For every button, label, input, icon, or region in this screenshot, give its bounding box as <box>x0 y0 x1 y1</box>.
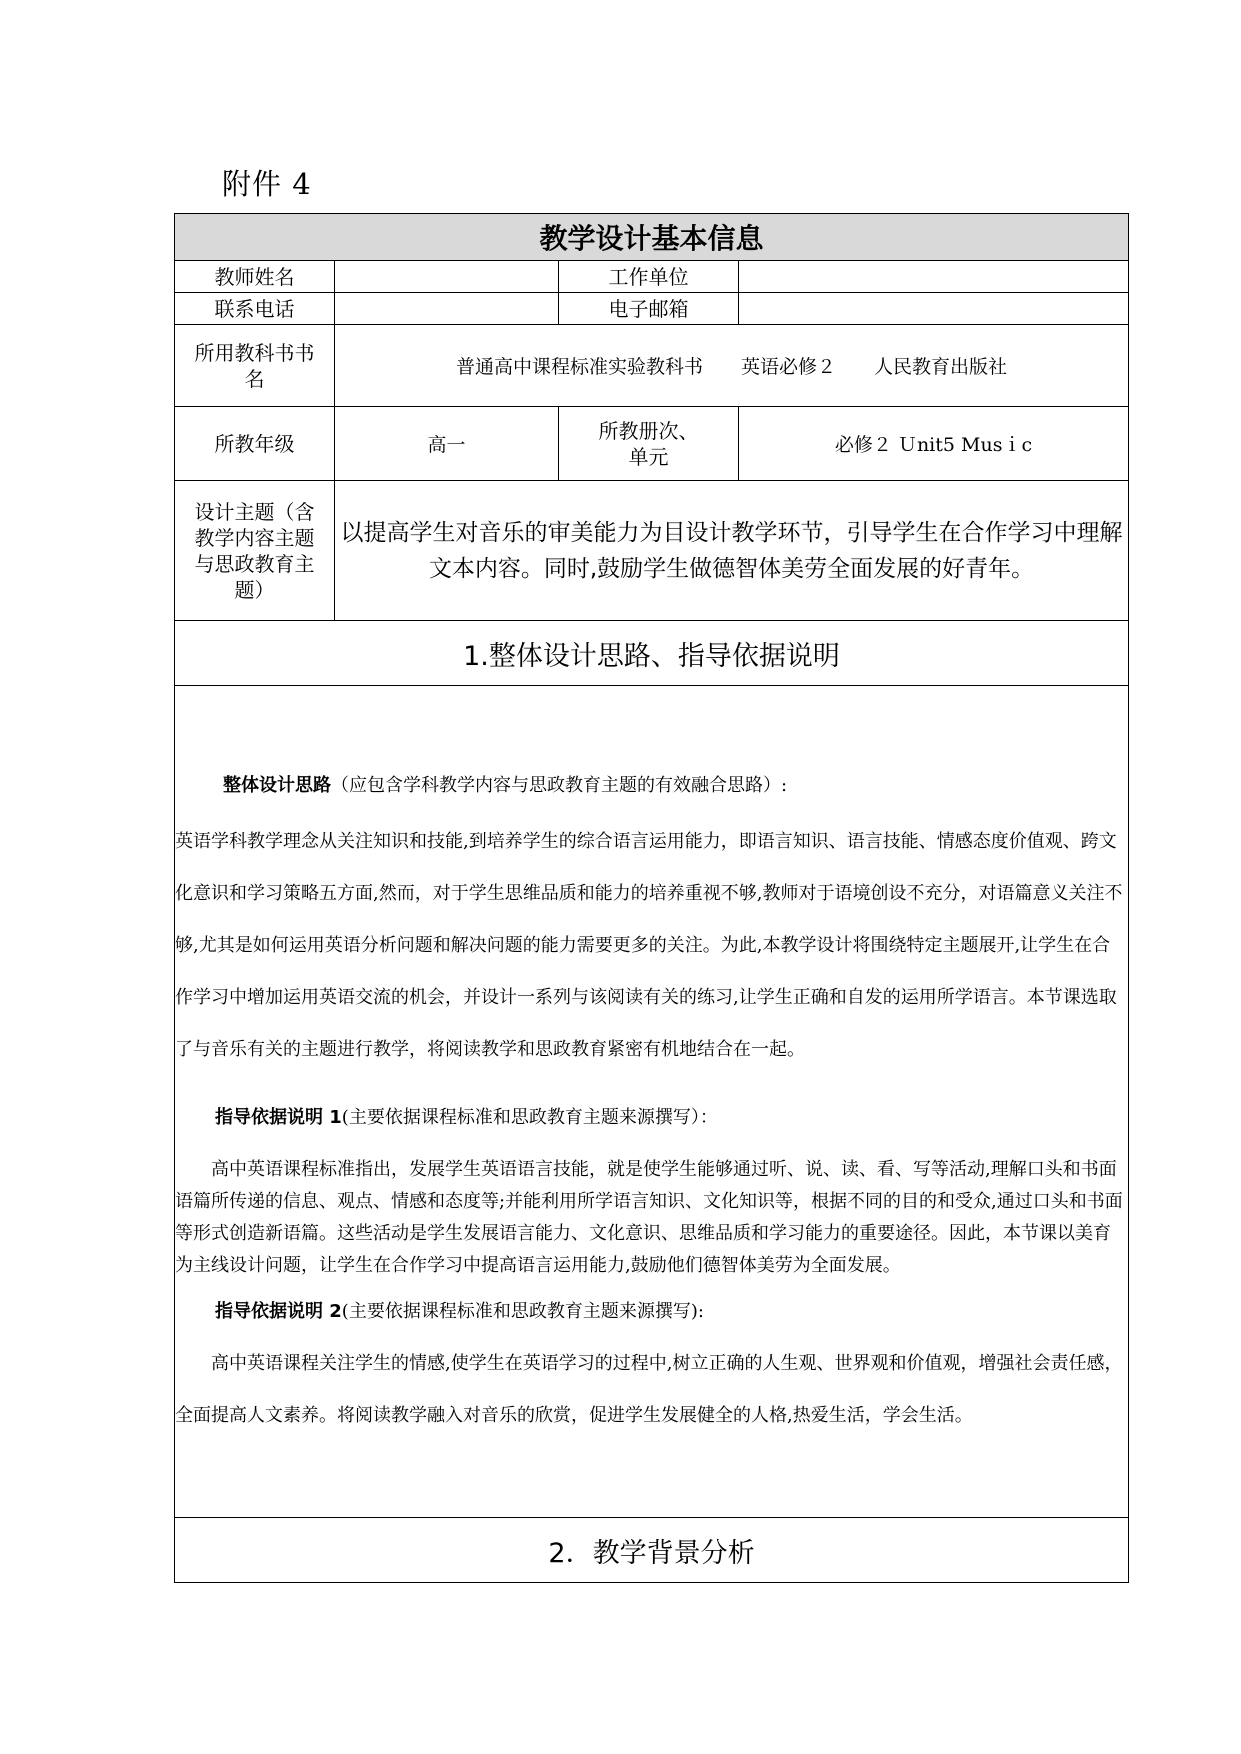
overall-text: 英语学科教学理念从关注知识和技能,到培养学生的综合语言运用能力，即语言知识、语言技能、情感态度价值观、跨文化意识和学习策略五方面,然而，对于学生思维品质和能力的培养重视不够,教师对于语境创设不充分，对语篇意义关注不够,尤其是如何运用英语分析问题和解决问题的能力需要更多的关注。为此,本教学设计将围绕特定主题展开,让学生在合作学习中增加运用英语交流的机会，并设计一系列与该阅读有关的练习,让学生正确和自发的运用所学语言。本节课选取了与音乐有关的主题进行教学，将阅读教学和思政教育紧密有机地结合在一起。 <box>175 830 1123 1060</box>
basis1-hint: (主要依据课程标准和思政教育主题来源撰写）： <box>341 1106 718 1128</box>
basis2-text: 高中英语课程关注学生的情感,使学生在英语学习的过程中,树立正确的人生观、世界观和价值观，增强社会责任感，全面提高人文素养。将阅读教学融入对音乐的欣赏，促进学生发展健全的人格,热爱生活，学会生活。 <box>175 1352 1123 1426</box>
teacher-name-label: 教师姓名 <box>175 261 335 293</box>
basis2-hint: (主要依据课程标准和思政教育主题来源撰写): <box>341 1300 704 1322</box>
teaching-design-form <box>174 213 1129 1583</box>
basis2-heading <box>175 1286 1128 1338</box>
basis1-text: 高中英语课程标准指出，发展学生英语语言技能，就是使学生能够通过听、说、读、看、写等活动,理解口头和书面语篇所传递的信息、观点、情感和态度等;并能利用所学语言知识、文化知识等，根据不同的目的和受众,通过口头和书面等形式创造新语篇。这些活动是学生发展语言能力、文化意识、思维品质和学习能力的重要途径。因此，本节课以美育为主线设计问题，让学生在合作学习中提高语言运用能力,鼓励他们德智体美劳为全面发展。 <box>175 1158 1123 1276</box>
email-label: 电子邮箱 <box>559 293 739 325</box>
overall-label: 整体设计思路 <box>223 774 331 796</box>
section-1-title: 1.整体设计思路、指导依据说明 <box>175 621 1129 686</box>
theme-label: 设计主题（含教学内容主题与思政教育主题） <box>175 481 335 621</box>
annex-label: 附件 4 <box>222 167 312 201</box>
overall-hint: （应包含学科教学内容与思政教育主题的有效融合思路）: <box>331 774 788 796</box>
grade-label: 所教年级 <box>175 407 335 481</box>
phone-field[interactable] <box>335 293 559 325</box>
basis1-label: 指导依据说明 1 <box>215 1106 342 1128</box>
overall-heading <box>175 762 1128 810</box>
textbook-label: 所用教科书书名 <box>175 325 335 407</box>
work-unit-field[interactable] <box>739 261 1129 293</box>
email-field[interactable] <box>739 293 1129 325</box>
section-2-title: 2．教学背景分析 <box>175 1518 1129 1583</box>
textbook-field[interactable]: 普通高中课程标准实验教科书 英语必修２ 人民教育出版社 <box>335 325 1129 407</box>
form-title: 教学设计基本信息 <box>175 214 1129 261</box>
work-unit-label: 工作单位 <box>559 261 739 293</box>
basis2-label: 指导依据说明 2 <box>215 1300 342 1322</box>
basis1-heading <box>175 1082 1128 1154</box>
theme-field[interactable]: 以提高学生对音乐的审美能力为目设计教学环节，引导学生在合作学习中理解文本内容。同时,鼓励学生做德智体美劳全面发展的好青年。 <box>335 481 1129 621</box>
volume-field[interactable]: 必修２ Ｕnit5 Musｉc <box>739 407 1129 481</box>
volume-label: 所教册次、单元 <box>559 407 739 481</box>
section-1-content <box>175 686 1129 1518</box>
grade-field[interactable]: 高一 <box>335 407 559 481</box>
phone-label: 联系电话 <box>175 293 335 325</box>
teacher-name-field[interactable] <box>335 261 559 293</box>
